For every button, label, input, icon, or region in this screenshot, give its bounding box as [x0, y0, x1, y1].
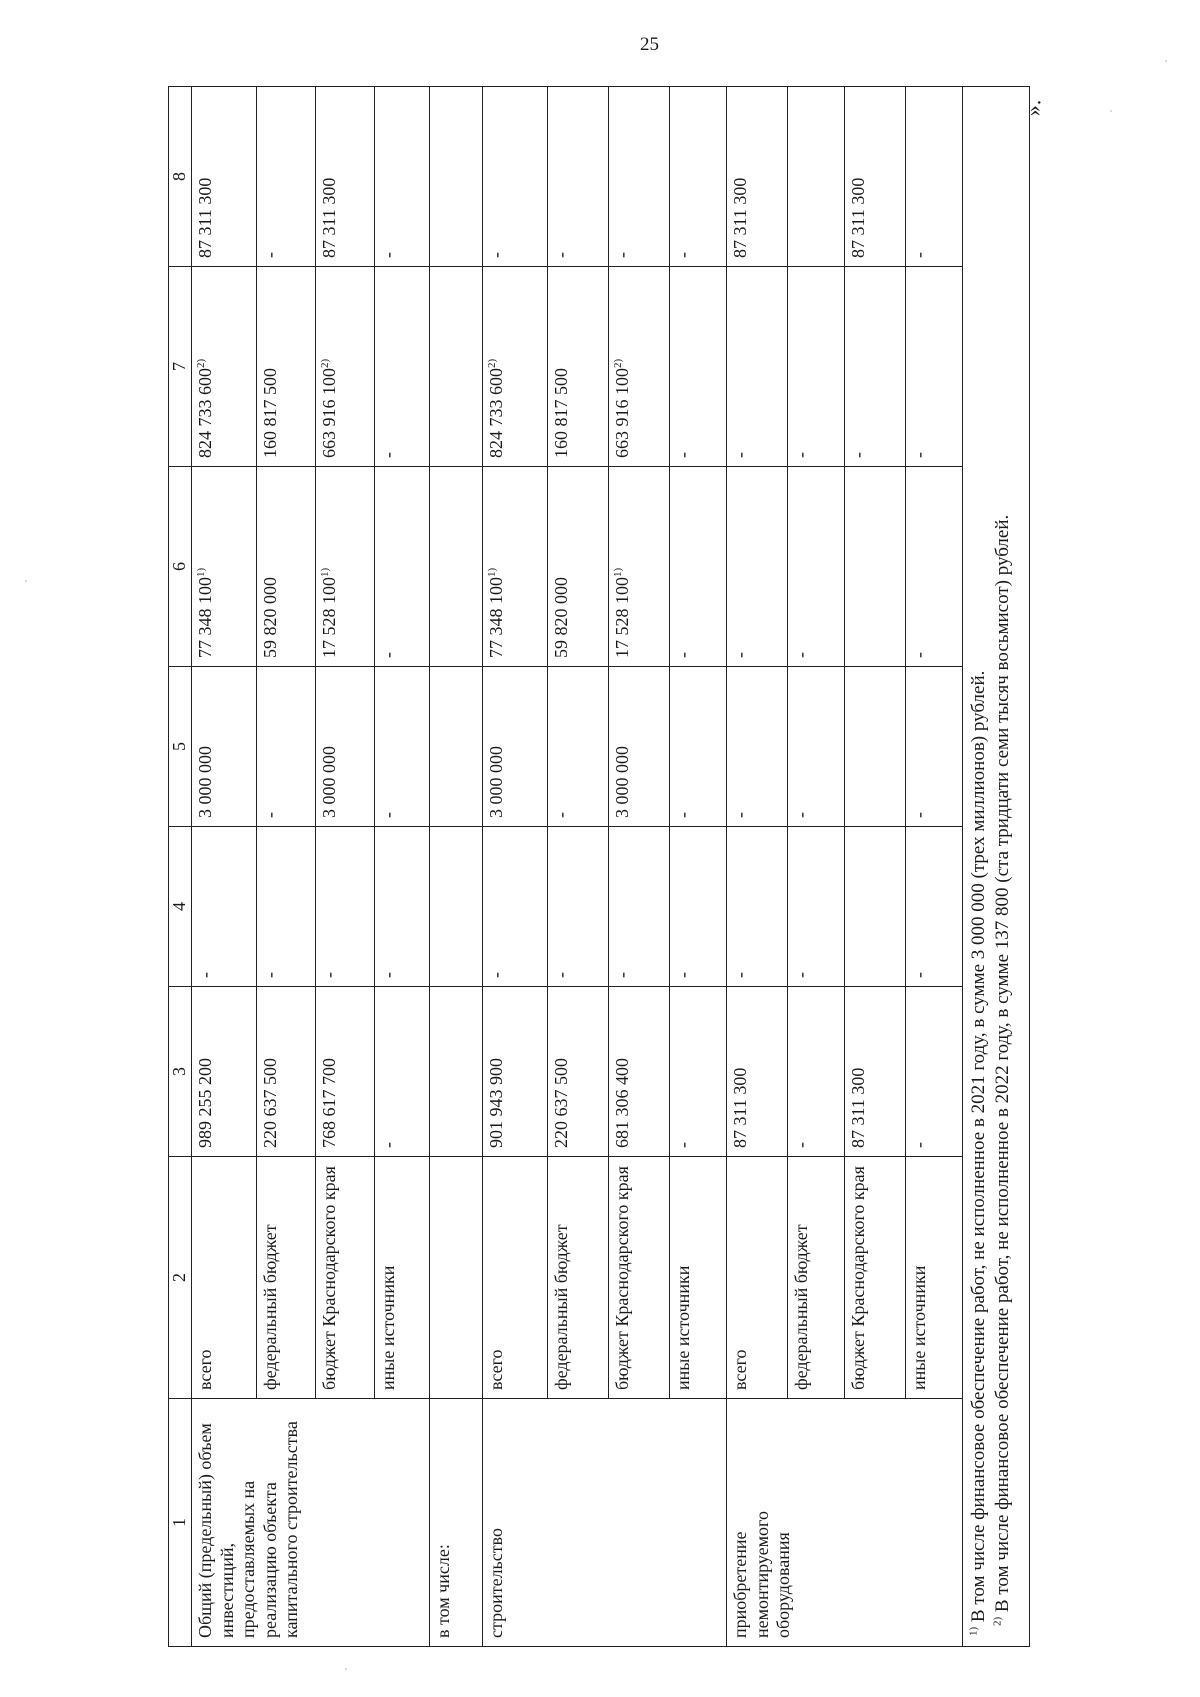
cell [430, 1157, 483, 1399]
source-other: иные источники [906, 1157, 963, 1399]
cell: - [548, 667, 609, 827]
cell: 87 311 300 [845, 87, 906, 267]
cell-value: 663 916 100 [612, 368, 632, 458]
cell: 3 000 000 [316, 667, 375, 827]
footnote-mark: 2) [991, 1616, 1004, 1626]
cell: - [906, 467, 963, 667]
closing-quote: ». [1020, 99, 1046, 117]
cell: - [375, 87, 430, 267]
source-federal: федеральный бюджет [257, 1157, 316, 1399]
cell [430, 467, 483, 667]
header-col-6: 6 [169, 467, 192, 667]
cell: 3 000 000 [609, 667, 670, 827]
footnote-2-text: В том числе финансовое обеспечение работ, не исполненное в 2022 году, в сумме 137 800 (ста тридцати семи тысяч восьмисот) рублей. [991, 514, 1013, 1613]
cell [483, 467, 548, 667]
cell: - [548, 87, 609, 267]
source-other: иные источники [670, 1157, 727, 1399]
cell: 3 000 000 [483, 667, 548, 827]
footnote-ref: 1) [319, 567, 331, 577]
scan-speck [1110, 110, 1112, 112]
header-row [169, 87, 192, 1647]
source-all: всего [727, 1157, 788, 1399]
cell [192, 467, 257, 667]
cell: 681 306 400 [609, 987, 670, 1157]
cell [430, 827, 483, 987]
cell: - [609, 87, 670, 267]
source-all: всего [192, 1157, 257, 1399]
cell: - [609, 827, 670, 987]
cell [430, 667, 483, 827]
cell: - [375, 987, 430, 1157]
cell [430, 87, 483, 267]
scan-speck [345, 1668, 347, 1670]
cell: - [906, 987, 963, 1157]
header-col-3: 3 [169, 987, 192, 1157]
footnote-ref: 2) [612, 358, 624, 368]
cell [430, 267, 483, 467]
cell: 901 943 900 [483, 987, 548, 1157]
scan-speck [25, 580, 27, 582]
cell: - [727, 667, 788, 827]
row-label-total: Общий (предельный) объем инвестиций, предоставляемых на реализацию объекта капитального строительства [192, 1399, 430, 1647]
cell-value: 17 528 100 [319, 577, 339, 658]
table-row [430, 87, 483, 1647]
investment-table [168, 86, 1030, 1647]
cell: - [670, 467, 727, 667]
cell-value: 77 348 100 [195, 577, 215, 658]
scan-speck [1165, 60, 1167, 62]
header-col-2: 2 [169, 1157, 192, 1399]
source-all: всего [483, 1157, 548, 1399]
cell-value: 17 528 100 [612, 577, 632, 658]
cell: 160 817 500 [548, 267, 609, 467]
rotated-table-container [168, 87, 1023, 1647]
footnote-ref: 1) [612, 567, 624, 577]
cell-value: 77 348 100 [486, 577, 506, 658]
cell: - [788, 987, 845, 1157]
table-row [727, 87, 788, 1647]
footnote-1 [967, 97, 991, 1636]
cell: 989 255 200 [192, 987, 257, 1157]
footnote-1-text: В том числе финансовое обеспечение работ, не исполненное в 2021 году, в сумме 3 000 000 (трех миллионов) рублей. [968, 670, 989, 1623]
row-label-construction: строительство [483, 1399, 727, 1647]
source-regional: бюджет Краснодарского края [609, 1157, 670, 1399]
cell: - [483, 827, 548, 987]
page-number: 25 [640, 34, 659, 55]
cell: - [727, 827, 788, 987]
header-col-5: 5 [169, 667, 192, 827]
cell: 87 311 300 [192, 87, 257, 267]
cell: 87 311 300 [845, 987, 906, 1157]
row-label-including: в том числе: [430, 1399, 483, 1647]
cell: 220 637 500 [548, 987, 609, 1157]
cell [430, 987, 483, 1157]
cell: - [483, 87, 548, 267]
cell: - [257, 827, 316, 987]
row-label-equipment: приобретение немонтируемого оборудования [727, 1399, 963, 1647]
header-col-1: 1 [169, 1399, 192, 1647]
cell: - [788, 667, 845, 827]
cell: - [257, 667, 316, 827]
source-federal: федеральный бюджет [548, 1157, 609, 1399]
footnote-mark: 1) [967, 1626, 980, 1636]
cell: - [788, 827, 845, 987]
cell [845, 467, 906, 667]
cell: - [192, 827, 257, 987]
cell: - [906, 87, 963, 267]
cell: - [670, 87, 727, 267]
cell: - [375, 667, 430, 827]
cell: 87 311 300 [316, 87, 375, 267]
cell-value: 663 916 100 [319, 368, 339, 458]
cell: - [670, 267, 727, 467]
footnotes-row [963, 87, 1030, 1647]
source-other: иные источники [375, 1157, 430, 1399]
footnote-ref: 2) [319, 358, 331, 368]
cell [845, 667, 906, 827]
cell [609, 267, 670, 467]
cell: - [906, 827, 963, 987]
cell: - [316, 827, 375, 987]
header-col-4: 4 [169, 827, 192, 987]
cell-value: 824 733 600 [486, 368, 506, 458]
cell: - [788, 467, 845, 667]
footnote-ref: 1) [195, 567, 207, 577]
cell: - [845, 267, 906, 467]
footnote-ref: 1) [486, 567, 498, 577]
cell [192, 267, 257, 467]
footnote-2 [991, 97, 1015, 1636]
cell: - [670, 987, 727, 1157]
cell-value: 824 733 600 [195, 368, 215, 458]
cell: 3 000 000 [192, 667, 257, 827]
cell: - [670, 827, 727, 987]
cell: 220 637 500 [257, 987, 316, 1157]
cell: 59 820 000 [548, 467, 609, 667]
cell [316, 267, 375, 467]
cell: - [548, 827, 609, 987]
cell: - [375, 827, 430, 987]
table-row [483, 87, 548, 1647]
source-federal: федеральный бюджет [788, 1157, 845, 1399]
cell [483, 267, 548, 467]
footnotes-cell [963, 87, 1030, 1647]
cell: - [906, 267, 963, 467]
header-col-7: 7 [169, 267, 192, 467]
cell: 768 617 700 [316, 987, 375, 1157]
source-regional: бюджет Краснодарского края [316, 1157, 375, 1399]
footnote-ref: 2) [486, 358, 498, 368]
cell: - [257, 87, 316, 267]
cell: - [375, 267, 430, 467]
cell: 160 817 500 [257, 267, 316, 467]
cell: - [670, 667, 727, 827]
table-row [192, 87, 257, 1647]
cell: - [727, 467, 788, 667]
cell [609, 467, 670, 667]
cell: - [788, 267, 845, 467]
cell: 59 820 000 [257, 467, 316, 667]
cell [316, 467, 375, 667]
cell: 87 311 300 [727, 87, 788, 267]
header-col-8: 8 [169, 87, 192, 267]
footnote-ref: 2) [195, 358, 207, 368]
cell: - [375, 467, 430, 667]
cell [788, 87, 845, 267]
cell: 87 311 300 [727, 987, 788, 1157]
cell: - [906, 667, 963, 827]
cell: - [727, 267, 788, 467]
cell [845, 827, 906, 987]
source-regional: бюджет Краснодарского края [845, 1157, 906, 1399]
